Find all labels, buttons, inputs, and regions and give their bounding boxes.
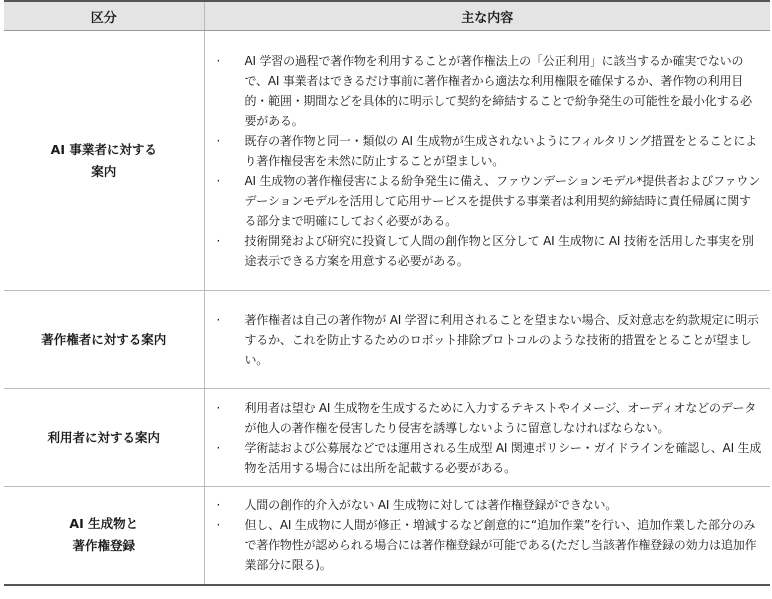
list-item: · 学術誌および公募展などでは運用される生成型 AI 関連ポリシー・ガイドラインを確認し、AI 生成物を活用する場合には出所を記載する必要がある。 [213,438,763,478]
category-ai-output-registration [4,487,204,585]
header-row [4,1,770,31]
bullet-list [213,310,763,370]
content-cell [204,291,770,389]
table-row [4,291,770,389]
list-item: · 但し、AI 生成物に人間が修正・増減するなど創意的に“追加作業”を行い、追加作業した部分のみで著作物性が認められる場合には著作権登録が可能である(ただし当該著作権登録の効力は追加作業部分に限る)。 [213,515,763,575]
category-copyright-holder [4,291,204,389]
list-item: · 人間の創作的介入がない AI 生成物に対しては著作権登録ができない。 [213,495,763,515]
bullet-icon: · [216,173,221,188]
bullet-icon: · [216,400,221,415]
bullet-list [213,51,763,271]
table-row [4,389,770,487]
list-item: · AI 学習の過程で著作物を利用することが著作権法上の「公正利用」に該当するか確実でないので、AI 事業者はできるだけ事前に著作権者から適法な利用権限を確保するか、著作物の利用目的・範囲・期間などを具体的に明示して契約を締結することで紛争発生の可能性を最小化する必要がある。 [213,51,763,131]
list-item: · 著作権者は自己の著作物が AI 学習に利用されることを望まない場合、反対意志を約款規定に明示するか、これを防止するためのロボット排除プロトコルのような技術的措置をとることが望ましい。 [213,310,763,370]
bullet-icon: · [216,518,221,533]
category-ai-business [4,31,204,291]
table-row [4,487,770,585]
header-category: 区分 [4,1,204,31]
header-content: 主な内容 [204,1,770,31]
bullet-icon: · [216,53,221,68]
list-item: · 既存の著作物と同一・類似の AI 生成物が生成されないようにフィルタリング措置をとることにより著作権侵害を未然に防止することが望ましい。 [213,131,763,171]
bullet-icon: · [216,498,221,513]
list-item: · 技術開発および研究に投資して人間の創作物と区分して AI 生成物に AI 技術を活用した事実を別途表示できる方案を用意する必要がある。 [213,231,763,271]
bullet-list [213,495,763,575]
list-item: · AI 生成物の著作権侵害による紛争発生に備え、ファウンデーションモデル*提供者およびファウンデーションモデルを活用して応用サービスを提供する事業者は利用契約締結時に責任帰属に関する部分まで明確にしておく必要がある。 [213,171,763,231]
guidance-table [4,0,770,586]
content-cell [204,31,770,291]
bullet-icon: · [216,440,221,455]
bullet-icon: · [216,312,221,327]
category-line: 著作権者に対する案内 [41,331,167,347]
bullet-icon: · [216,133,221,148]
bullet-list [213,398,763,478]
category-line: 利用者に対する案内 [47,429,160,445]
content-cell [204,389,770,487]
content-cell [204,487,770,585]
table-row [4,31,770,291]
bullet-icon: · [216,233,221,248]
category-line: 案内 [91,163,117,179]
list-item: · 利用者は望む AI 生成物を生成するために入力するテキストやイメージ、オーディオなどのデータが他人の著作権を侵害したり侵害を誘導しないように留意しなければならない。 [213,398,763,438]
category-line: 著作権登録 [72,538,135,554]
category-user [4,389,204,487]
category-line: AI 生成物と [69,516,139,532]
category-line: AI 事業者に対する [50,141,157,157]
